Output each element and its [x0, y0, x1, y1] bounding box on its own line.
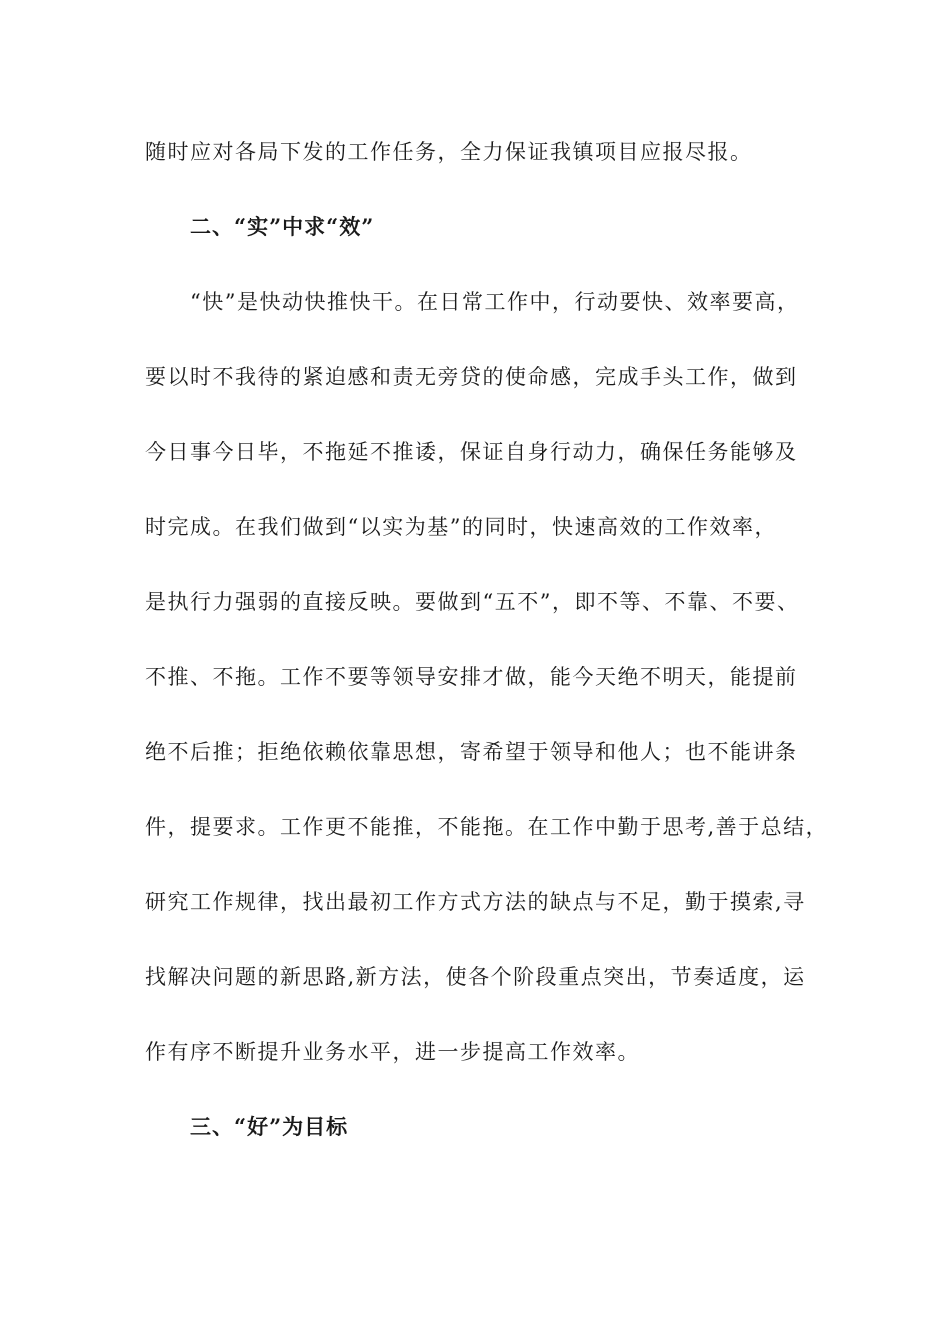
paragraph-line: 随时应对各局下发的工作任务，全力保证我镇项目应报尽报。: [145, 140, 753, 164]
section-heading: 二、“实”中求“效”: [190, 214, 375, 239]
paragraph-line: 找解决问题的新思路,新方法，使各个阶段重点突出，节奏适度，运: [145, 965, 806, 989]
paragraph-line: 今日事今日毕，不拖延不推诿，保证自身行动力，确保任务能够及: [145, 440, 798, 464]
paragraph-line: 不推、不拖。工作不要等领导安排才做，能今天绝不明天，能提前: [145, 665, 798, 689]
paragraph-line: 绝不后推；拒绝依赖依靠思想，寄希望于领导和他人；也不能讲条: [145, 740, 798, 764]
paragraph-line: 时完成。在我们做到“以实为基”的同时，快速高效的工作效率，: [145, 515, 777, 539]
paragraph-line: 作有序不断提升业务水平，进一步提高工作效率。: [145, 1040, 640, 1064]
paragraph-line: 是执行力强弱的直接反映。要做到“五不”，即不等、不靠、不要、: [145, 590, 800, 614]
paragraph-line: 要以时不我待的紧迫感和责无旁贷的使命感，完成手头工作，做到: [145, 365, 798, 389]
paragraph-line: “快”是快动快推快干。在日常工作中，行动要快、效率要高，: [190, 290, 800, 314]
section-heading: 三、“好”为目标: [190, 1114, 349, 1139]
paragraph-line: 件，提要求。工作更不能推，不能拖。在工作中勤于思考,善于总结，: [145, 815, 829, 839]
paragraph-line: 研究工作规律，找出最初工作方式方法的缺点与不足，勤于摸索,寻: [145, 890, 806, 914]
